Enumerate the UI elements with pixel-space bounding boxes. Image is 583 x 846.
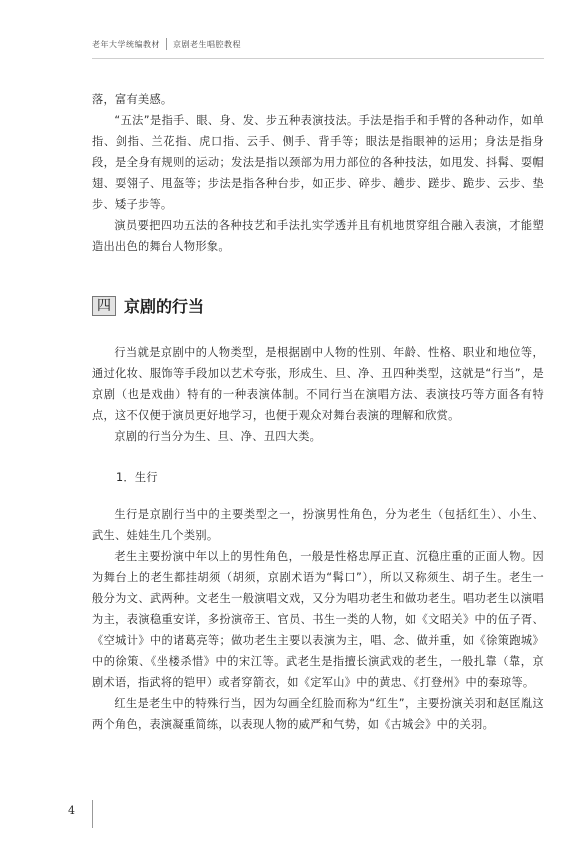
page-number: 4 (68, 804, 75, 817)
running-header (92, 38, 241, 50)
book-series-label: 老年大学统编教材 (92, 39, 160, 49)
shenghang-paragraph: 生行是京剧行当中的主要类型之一，扮演男性角色，分为老生（包括红生）、小生、武生、娃娃生几个类别。 (92, 508, 544, 542)
wufa-paragraph: “五法”是指手、眼、身、发、步五种表演技法。手法是指手和手臂的各种动作，如单指、剑指、兰花指、虎口指、云手、侧手、背手等；眼法是指眼神的运用；身法是指身段，是全身有规则的运动；发法是指以颈部为用力部位的各种技法，如甩发、抖髯、耍帽翅、耍翎子、甩盔等；步法是指各种台步，如正步、碎步、趟步、蹉步、跪步、云步、垫步、矮子步等。 (92, 114, 544, 211)
intro-block (92, 89, 544, 257)
performance-paragraph: 演员要把四功五法的各种技艺和手法扎实学透并且有机地贯穿组合融入表演，才能塑造出出色的舞台人物形象。 (92, 219, 544, 253)
laosheng-paragraph: 老生主要扮演中年以上的男性角色，一般是性格忠厚正直、沉稳庄重的正面人物。因为舞台上的老生都挂胡须（胡须，京剧术语为“髯口”），所以又称须生、胡子生。老生一般分为文、武两种。文老生一般演唱文戏，又分为唱功老生和做功老生。唱功老生以演唱为主，表演稳重安详，多扮演帝王、官员、书生一类的人物，如《文昭关》中的伍子胥、《空城计》中的诸葛亮等；做功老生主要以表演为主，唱、念、做并重，如《徐策跑城》中的徐策、《坐楼杀惜》中的宋江等。武老生是指擅长演武戏的老生，一般扎靠（靠，京剧术语，指武将的铠甲）或者穿箭衣，如《定军山》中的黄忠、《打登州》中的秦琼等。 (92, 550, 544, 689)
hangdang-paragraph: 行当就是京剧中的人物类型，是根据剧中人物的性别、年龄、性格、职业和地位等，通过化妆、服饰等手段加以艺术夸张，形成生、旦、净、丑四种类型，这就是“行当”，是京剧（也是戏曲）特有的一种表演体制。不同行当在演唱方法、表演技巧等方面各有特点，这不仅便于演员更好地学习，也便于观众对舞台表演的理解和欣赏。 (92, 346, 544, 422)
footer-rule (92, 800, 93, 828)
header-divider (166, 38, 167, 50)
subsection-heading: 1．生行 (116, 471, 158, 484)
book-title-label: 京剧老生唱腔教程 (173, 39, 241, 49)
intro-line0: 落，富有美感。 (92, 93, 173, 106)
hongsheng-paragraph: 红生是老生中的特殊行当，因为勾画全红脸而称为“红生”，主要扮演关羽和赵匡胤这两个角色，表演凝重简练，以表现人物的威严和气势，如《古城会》中的关羽。 (92, 697, 544, 731)
section-body (92, 342, 544, 447)
header-rule (92, 58, 544, 59)
section-heading (92, 294, 204, 317)
section-title: 京剧的行当 (124, 297, 205, 316)
subsection-body (92, 504, 544, 735)
categories-paragraph: 京剧的行当分为生、旦、净、丑四大类。 (114, 430, 322, 443)
section-number-box: 四 (92, 296, 116, 316)
